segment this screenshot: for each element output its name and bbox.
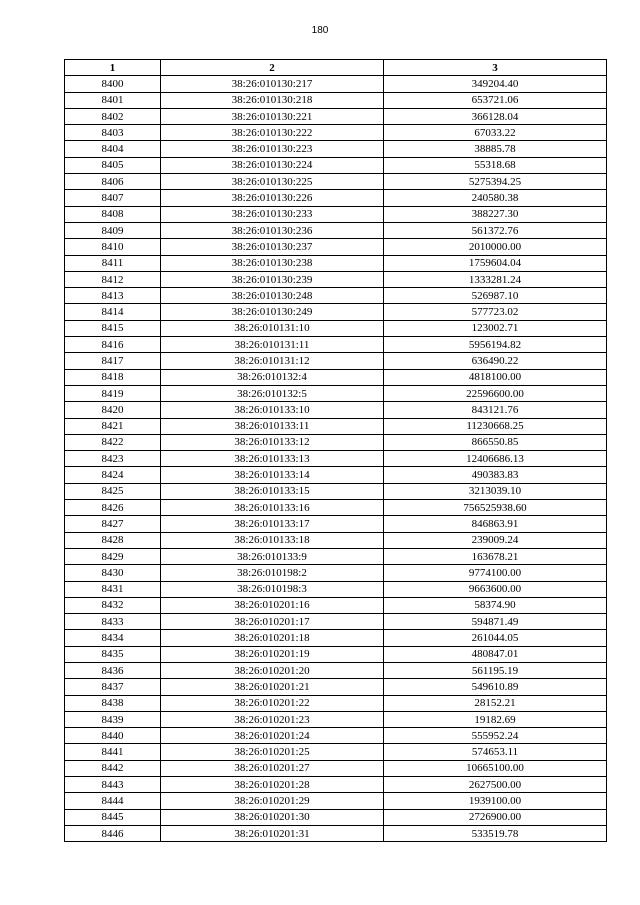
table-row — [65, 434, 607, 450]
row-number-cell: 8409 — [65, 222, 161, 238]
cadastral-number-cell: 38:26:010201:22 — [161, 695, 384, 711]
cadastral-number-cell: 38:26:010201:17 — [161, 614, 384, 630]
table-row — [65, 141, 607, 157]
table-row — [65, 255, 607, 271]
table-row — [65, 190, 607, 206]
table-row — [65, 76, 607, 92]
value-cell: 4818100.00 — [384, 369, 607, 385]
table-header-row — [65, 60, 607, 76]
column-header: 3 — [384, 60, 607, 76]
cadastral-number-cell: 38:26:010201:18 — [161, 630, 384, 646]
row-number-cell: 8403 — [65, 125, 161, 141]
value-cell: 1759604.04 — [384, 255, 607, 271]
value-cell: 10665100.00 — [384, 760, 607, 776]
row-number-cell: 8422 — [65, 434, 161, 450]
table-row — [65, 711, 607, 727]
table-row — [65, 809, 607, 825]
cadastral-number-cell: 38:26:010130:226 — [161, 190, 384, 206]
row-number-cell: 8415 — [65, 320, 161, 336]
value-cell: 22596600.00 — [384, 385, 607, 401]
row-number-cell: 8401 — [65, 92, 161, 108]
value-cell: 2010000.00 — [384, 239, 607, 255]
table-row — [65, 157, 607, 173]
table-row — [65, 597, 607, 613]
table-row — [65, 451, 607, 467]
row-number-cell: 8445 — [65, 809, 161, 825]
row-number-cell: 8428 — [65, 532, 161, 548]
table-row — [65, 532, 607, 548]
row-number-cell: 8427 — [65, 516, 161, 532]
page-number: 180 — [311, 25, 329, 36]
cadastral-number-cell: 38:26:010201:31 — [161, 825, 384, 841]
value-cell: 843121.76 — [384, 402, 607, 418]
row-number-cell: 8429 — [65, 548, 161, 564]
row-number-cell: 8406 — [65, 174, 161, 190]
cadastral-number-cell: 38:26:010201:28 — [161, 777, 384, 793]
table-row — [65, 614, 607, 630]
value-cell: 574653.11 — [384, 744, 607, 760]
cadastral-number-cell: 38:26:010130:222 — [161, 125, 384, 141]
table-row — [65, 695, 607, 711]
row-number-cell: 8425 — [65, 483, 161, 499]
row-number-cell: 8431 — [65, 581, 161, 597]
cadastral-number-cell: 38:26:010133:9 — [161, 548, 384, 564]
value-cell: 549610.89 — [384, 679, 607, 695]
row-number-cell: 8413 — [65, 288, 161, 304]
cadastral-number-cell: 38:26:010130:221 — [161, 108, 384, 124]
row-number-cell: 8417 — [65, 353, 161, 369]
row-number-cell: 8400 — [65, 76, 161, 92]
table-row — [65, 500, 607, 516]
row-number-cell: 8416 — [65, 337, 161, 353]
cadastral-number-cell: 38:26:010130:239 — [161, 271, 384, 287]
value-cell: 366128.04 — [384, 108, 607, 124]
row-number-cell: 8418 — [65, 369, 161, 385]
table-row — [65, 125, 607, 141]
value-cell: 555952.24 — [384, 728, 607, 744]
value-cell: 163678.21 — [384, 548, 607, 564]
cadastral-number-cell: 38:26:010130:233 — [161, 206, 384, 222]
table-row — [65, 679, 607, 695]
value-cell: 2627500.00 — [384, 777, 607, 793]
cadastral-number-cell: 38:26:010133:17 — [161, 516, 384, 532]
row-number-cell: 8442 — [65, 760, 161, 776]
value-cell: 1333281.24 — [384, 271, 607, 287]
table-row — [65, 825, 607, 841]
table-row — [65, 516, 607, 532]
table-row — [65, 239, 607, 255]
cadastral-value-table — [64, 59, 607, 842]
row-number-cell: 8414 — [65, 304, 161, 320]
value-cell: 480847.01 — [384, 646, 607, 662]
cadastral-number-cell: 38:26:010133:11 — [161, 418, 384, 434]
table-row — [65, 646, 607, 662]
row-number-cell: 8444 — [65, 793, 161, 809]
cadastral-number-cell: 38:26:010198:2 — [161, 565, 384, 581]
row-number-cell: 8408 — [65, 206, 161, 222]
cadastral-number-cell: 38:26:010130:249 — [161, 304, 384, 320]
value-cell: 594871.49 — [384, 614, 607, 630]
row-number-cell: 8426 — [65, 500, 161, 516]
value-cell: 11230668.25 — [384, 418, 607, 434]
value-cell: 2726900.00 — [384, 809, 607, 825]
value-cell: 240580.38 — [384, 190, 607, 206]
row-number-cell: 8421 — [65, 418, 161, 434]
table-row — [65, 630, 607, 646]
value-cell: 1939100.00 — [384, 793, 607, 809]
row-number-cell: 8434 — [65, 630, 161, 646]
value-cell: 5956194.82 — [384, 337, 607, 353]
row-number-cell: 8432 — [65, 597, 161, 613]
value-cell: 388227.30 — [384, 206, 607, 222]
cadastral-number-cell: 38:26:010201:19 — [161, 646, 384, 662]
row-number-cell: 8446 — [65, 825, 161, 841]
cadastral-number-cell: 38:26:010198:3 — [161, 581, 384, 597]
table-row — [65, 320, 607, 336]
value-cell: 561195.19 — [384, 662, 607, 678]
cadastral-number-cell: 38:26:010132:5 — [161, 385, 384, 401]
table-row — [65, 777, 607, 793]
cadastral-number-cell: 38:26:010131:12 — [161, 353, 384, 369]
row-number-cell: 8436 — [65, 662, 161, 678]
value-cell: 261044.05 — [384, 630, 607, 646]
table-row — [65, 174, 607, 190]
table-row — [65, 108, 607, 124]
value-cell: 9774100.00 — [384, 565, 607, 581]
cadastral-number-cell: 38:26:010132:4 — [161, 369, 384, 385]
value-cell: 577723.02 — [384, 304, 607, 320]
cadastral-number-cell: 38:26:010130:217 — [161, 76, 384, 92]
cadastral-number-cell: 38:26:010130:236 — [161, 222, 384, 238]
value-cell: 67033.22 — [384, 125, 607, 141]
cadastral-number-cell: 38:26:010133:12 — [161, 434, 384, 450]
row-number-cell: 8433 — [65, 614, 161, 630]
cadastral-number-cell: 38:26:010201:27 — [161, 760, 384, 776]
column-header: 2 — [161, 60, 384, 76]
cadastral-number-cell: 38:26:010130:238 — [161, 255, 384, 271]
value-cell: 533519.78 — [384, 825, 607, 841]
value-cell: 55318.68 — [384, 157, 607, 173]
row-number-cell: 8435 — [65, 646, 161, 662]
table-row — [65, 467, 607, 483]
cadastral-number-cell: 38:26:010130:237 — [161, 239, 384, 255]
cadastral-number-cell: 38:26:010201:20 — [161, 662, 384, 678]
table-row — [65, 369, 607, 385]
value-cell: 239009.24 — [384, 532, 607, 548]
value-cell: 526987.10 — [384, 288, 607, 304]
cadastral-number-cell: 38:26:010133:10 — [161, 402, 384, 418]
cadastral-number-cell: 38:26:010201:16 — [161, 597, 384, 613]
table-row — [65, 418, 607, 434]
row-number-cell: 8423 — [65, 451, 161, 467]
cadastral-number-cell: 38:26:010133:15 — [161, 483, 384, 499]
value-cell: 28152.21 — [384, 695, 607, 711]
table-row — [65, 206, 607, 222]
cadastral-number-cell: 38:26:010201:23 — [161, 711, 384, 727]
table-row — [65, 581, 607, 597]
table-row — [65, 483, 607, 499]
cadastral-number-cell: 38:26:010131:11 — [161, 337, 384, 353]
cadastral-number-cell: 38:26:010201:29 — [161, 793, 384, 809]
table-row — [65, 728, 607, 744]
value-cell: 756525938.60 — [384, 500, 607, 516]
cadastral-number-cell: 38:26:010133:14 — [161, 467, 384, 483]
row-number-cell: 8407 — [65, 190, 161, 206]
row-number-cell: 8411 — [65, 255, 161, 271]
row-number-cell: 8404 — [65, 141, 161, 157]
value-cell: 636490.22 — [384, 353, 607, 369]
value-cell: 490383.83 — [384, 467, 607, 483]
cadastral-number-cell: 38:26:010201:25 — [161, 744, 384, 760]
table-row — [65, 304, 607, 320]
table-row — [65, 385, 607, 401]
cadastral-number-cell: 38:26:010201:21 — [161, 679, 384, 695]
cadastral-number-cell: 38:26:010133:18 — [161, 532, 384, 548]
table-row — [65, 793, 607, 809]
cadastral-number-cell: 38:26:010130:225 — [161, 174, 384, 190]
row-number-cell: 8410 — [65, 239, 161, 255]
cadastral-number-cell: 38:26:010130:248 — [161, 288, 384, 304]
table-row — [65, 402, 607, 418]
cadastral-number-cell: 38:26:010201:24 — [161, 728, 384, 744]
row-number-cell: 8437 — [65, 679, 161, 695]
row-number-cell: 8440 — [65, 728, 161, 744]
value-cell: 5275394.25 — [384, 174, 607, 190]
table-row — [65, 744, 607, 760]
row-number-cell: 8419 — [65, 385, 161, 401]
table-row — [65, 662, 607, 678]
value-cell: 19182.69 — [384, 711, 607, 727]
table-row — [65, 565, 607, 581]
value-cell: 846863.91 — [384, 516, 607, 532]
cadastral-number-cell: 38:26:010130:223 — [161, 141, 384, 157]
cadastral-number-cell: 38:26:010130:218 — [161, 92, 384, 108]
value-cell: 12406686.13 — [384, 451, 607, 467]
row-number-cell: 8443 — [65, 777, 161, 793]
table-row — [65, 222, 607, 238]
cadastral-number-cell: 38:26:010131:10 — [161, 320, 384, 336]
column-header: 1 — [65, 60, 161, 76]
table-row — [65, 288, 607, 304]
value-cell: 653721.06 — [384, 92, 607, 108]
table-body — [65, 76, 607, 842]
value-cell: 866550.85 — [384, 434, 607, 450]
row-number-cell: 8430 — [65, 565, 161, 581]
row-number-cell: 8441 — [65, 744, 161, 760]
value-cell: 58374.90 — [384, 597, 607, 613]
table-row — [65, 337, 607, 353]
row-number-cell: 8438 — [65, 695, 161, 711]
cadastral-number-cell: 38:26:010133:13 — [161, 451, 384, 467]
table-row — [65, 92, 607, 108]
table-row — [65, 271, 607, 287]
value-cell: 3213039.10 — [384, 483, 607, 499]
cadastral-number-cell: 38:26:010133:16 — [161, 500, 384, 516]
table-row — [65, 548, 607, 564]
cadastral-number-cell: 38:26:010201:30 — [161, 809, 384, 825]
row-number-cell: 8420 — [65, 402, 161, 418]
row-number-cell: 8439 — [65, 711, 161, 727]
value-cell: 561372.76 — [384, 222, 607, 238]
row-number-cell: 8424 — [65, 467, 161, 483]
value-cell: 38885.78 — [384, 141, 607, 157]
table-row — [65, 353, 607, 369]
row-number-cell: 8412 — [65, 271, 161, 287]
cadastral-number-cell: 38:26:010130:224 — [161, 157, 384, 173]
table-row — [65, 760, 607, 776]
value-cell: 349204.40 — [384, 76, 607, 92]
value-cell: 9663600.00 — [384, 581, 607, 597]
value-cell: 123002.71 — [384, 320, 607, 336]
row-number-cell: 8405 — [65, 157, 161, 173]
row-number-cell: 8402 — [65, 108, 161, 124]
